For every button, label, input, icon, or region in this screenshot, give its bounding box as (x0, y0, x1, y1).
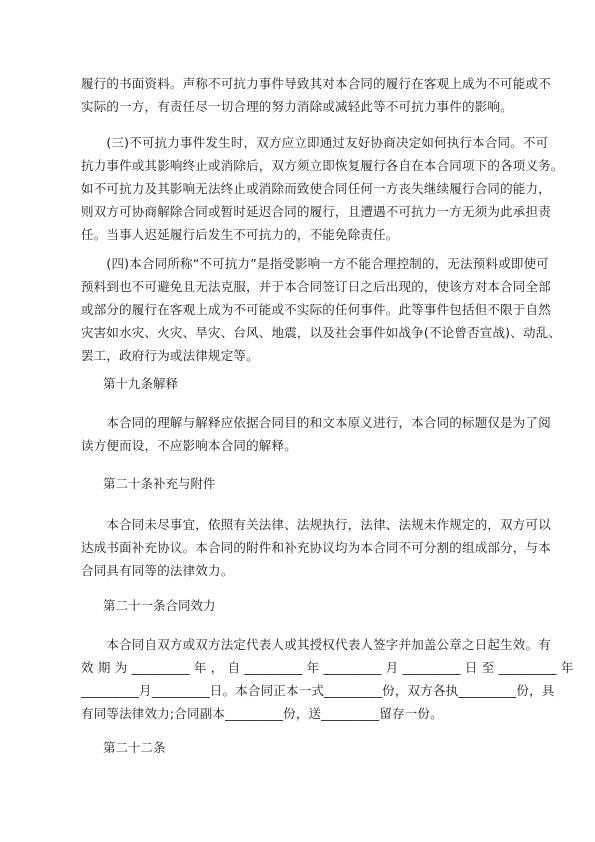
text-line: 实际的一方，有责任尽一切合理的努力消除或减轻此等不可抗力事件的影响。 (81, 99, 513, 114)
text-line: 任。当事人迟延履行后发生不可抗力的，不能免除责任。 (81, 227, 399, 242)
text-line: 有同等法律效力;合同副本_________份，送_________留存一份。 (81, 706, 443, 721)
text-line: (四)本合同所称“不可抗力”是指受影响一方不能合理控制的，无法预料或即使可 (81, 256, 550, 271)
text-line: 灾害如水灾、火灾、旱灾、台风、地震，以及社会事件如战争(不论曾否宣战)、动乱、 (81, 325, 562, 340)
article-22-heading: 第二十二条 (103, 740, 166, 755)
text-line: 读方便而设，不应影响本合同的解释。 (81, 438, 297, 453)
text-line: 如不可抗力及其影响无法终止或消除而致使合同任何一方丧失继续履行合同的能力， (81, 181, 551, 196)
paragraph-article-20 (81, 513, 551, 582)
text-line: 本合同的理解与解释应依据合同目的和文本原义进行，本合同的标题仅是为了阅 (81, 415, 551, 430)
text-line: (三)不可抗力事件发生时，双方应立即通过友好协商决定如何执行本合同。不可 (81, 135, 549, 150)
text-line: 抗力事件或其影响终止或消除后，双方须立即恢复履行各自在本合同项下的各项义务。 (81, 158, 564, 173)
text-line: _________月_________日。本合同正本一式_________份，双方各执_________份，具 (81, 683, 555, 698)
article-20-heading: 第二十条补充与附件 (103, 476, 216, 491)
text-line: 则双方可协商解除合同或暂时延迟合同的履行，且遭遇不可抗力一方无须为此承担责 (81, 204, 551, 219)
paragraph-force-majeure-3 (81, 131, 564, 246)
text-line: 履行的书面资料。声称不可抗力事件导致其对本合同的履行在客观上成为不可能或不 (81, 76, 551, 91)
paragraph-article-19 (81, 411, 551, 457)
text-line: 预料到也不可避免且无法克服，并于本合同签订日之后出现的，使该方对本合同全部 (81, 279, 551, 294)
text-line: 合同具有同等的法律效力。 (81, 563, 234, 578)
paragraph-force-majeure-4 (81, 252, 562, 367)
paragraph-article-21 (81, 633, 574, 725)
text-line: 本合同未尽事宜，依照有关法律、法规执行，法律、法规未作规定的，双方可以 (81, 517, 551, 532)
text-line: 效 期 为 _________ 年 ， 自 _________ 年 _________ 月 _________ 日 至 _________ 年 (81, 660, 574, 675)
article-21-heading: 第二十一条合同效力 (103, 598, 216, 613)
text-line: 达成书面补充协议。本合同的附件和补充协议均为本合同不可分割的组成部分，与本 (81, 540, 551, 555)
article-19-heading: 第十九条解释 (103, 376, 179, 391)
text-line: 罢工，政府行为或法律规定等。 (81, 348, 259, 363)
text-line: 或部分的履行在客观上成为不可能或不实际的任何事件。此等事件包括但不限于自然 (81, 302, 551, 317)
paragraph-force-majeure-notice (81, 72, 551, 118)
text-line: 本合同自双方或双方法定代表人或其授权代表人签字并加盖公章之日起生效。有 (81, 637, 551, 652)
